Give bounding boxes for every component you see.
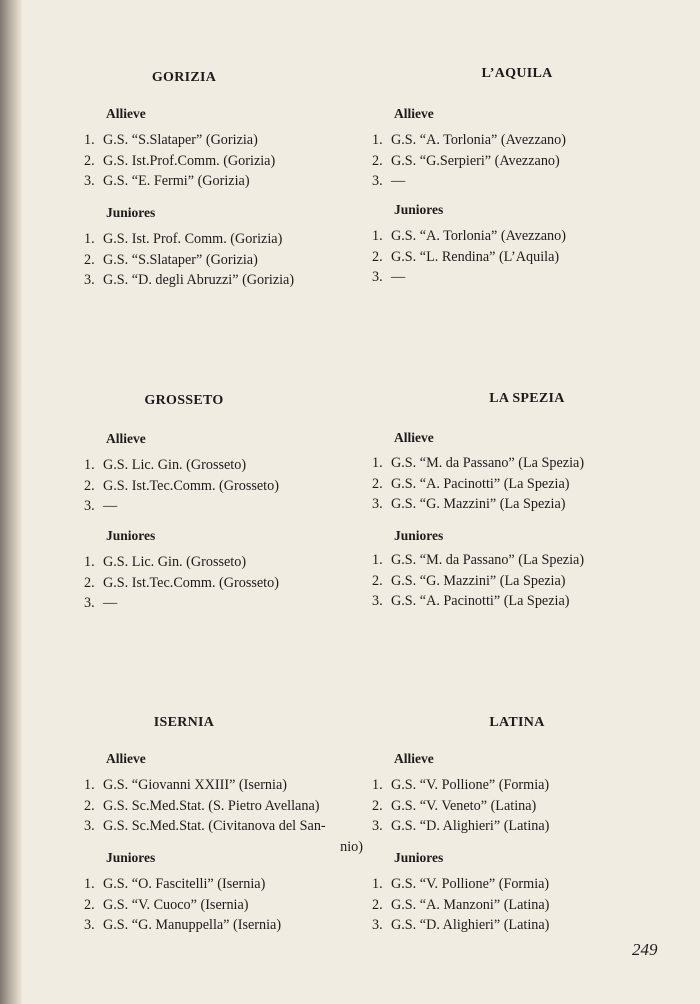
- list-item: 1. G.S. Lic. Gin. (Grosseto): [84, 554, 247, 570]
- list-item: 1. G.S. “A. Torlonia” (Avezzano): [372, 228, 566, 244]
- list-item: 2. G.S. “L. Rendina” (L’Aquila): [372, 248, 560, 265]
- list-item: 2. G.S. “A. Manzoni” (Latina): [372, 896, 550, 913]
- list-item: 2. G.S. Ist.Prof.Comm. (Gorizia): [84, 152, 276, 169]
- list-item: 3. G.S. “D. Alighieri” (Latina): [372, 818, 550, 834]
- section-title: L’AQUILA: [481, 66, 553, 81]
- juniores-label: Juniores: [106, 528, 156, 543]
- list-item: 1. G.S. “A. Torlonia” (Avezzano): [372, 132, 566, 148]
- page-number: 249: [632, 940, 658, 959]
- allieve-label: Allieve: [106, 431, 146, 446]
- section-title: LATINA: [489, 715, 545, 730]
- list-item: 2. G.S. Sc.Med.Stat. (S. Pietro Avellana): [84, 797, 320, 814]
- list-item: 3. G.S. “G. Mazzini” (La Spezia): [372, 496, 566, 512]
- list-item: 2. G.S. “V. Veneto” (Latina): [372, 797, 537, 814]
- juniores-list: [372, 226, 566, 288]
- list-item: 3. G.S. “D. degli Abruzzi” (Gorizia): [84, 272, 295, 288]
- allieve-label: Allieve: [394, 106, 434, 121]
- list-item: 2. G.S. “A. Pacinotti” (La Spezia): [372, 475, 570, 492]
- allieve-label: Allieve: [394, 751, 434, 766]
- list-item: 1. G.S. “M. da Passano” (La Spezia): [372, 552, 585, 568]
- list-item: 2. G.S. “S.Slataper” (Gorizia): [84, 251, 258, 268]
- list-item: 3. G.S. Sc.Med.Stat. (Civitanova del San- nio): [84, 816, 365, 857]
- list-item: 1. G.S. “Giovanni XXIII” (Isernia): [84, 777, 287, 793]
- list-item: 1. G.S. Lic. Gin. (Grosseto): [84, 457, 247, 473]
- list-item: 3. —: [372, 173, 406, 189]
- list-item: 2. G.S. “G.Serpieri” (Avezzano): [372, 152, 560, 169]
- list-item: 3. G.S. “G. Manuppella” (Isernia): [84, 917, 282, 933]
- list-item-continuation: nio): [340, 838, 363, 855]
- allieve-list: [372, 130, 566, 192]
- list-item: 1. G.S. “O. Fascitelli” (Isernia): [84, 876, 266, 892]
- juniores-list: [372, 550, 584, 612]
- list-item: 2. G.S. Ist.Tec.Comm. (Grosseto): [84, 574, 279, 591]
- list-item: 3. G.S. “E. Fermi” (Gorizia): [84, 173, 250, 189]
- juniores-list: [84, 552, 279, 614]
- list-item: 3. —: [84, 595, 118, 611]
- list-item: 1. G.S. “S.Slataper” (Gorizia): [84, 132, 258, 148]
- juniores-list: [372, 874, 549, 936]
- allieve-list: [84, 455, 279, 517]
- allieve-list: [372, 453, 584, 515]
- section-title: LA SPEZIA: [489, 391, 565, 406]
- book-gutter-shadow: [0, 0, 22, 1004]
- allieve-label: Allieve: [394, 430, 434, 445]
- juniores-label: Juniores: [394, 850, 444, 865]
- allieve-list: [84, 775, 365, 857]
- list-item: 3. G.S. “D. Alighieri” (Latina): [372, 917, 550, 933]
- list-item: 1. G.S. Ist. Prof. Comm. (Gorizia): [84, 231, 283, 247]
- juniores-label: Juniores: [106, 205, 156, 220]
- allieve-label: Allieve: [106, 106, 146, 121]
- juniores-list: [84, 874, 281, 936]
- allieve-list: [372, 775, 549, 837]
- list-item: 2. G.S. “G. Mazzini” (La Spezia): [372, 572, 566, 589]
- book-page: [22, 0, 700, 1004]
- list-item: 3. —: [84, 498, 118, 514]
- juniores-label: Juniores: [394, 202, 444, 217]
- section-title: ISERNIA: [153, 715, 215, 730]
- list-item: 1. G.S. “V. Pollione” (Formia): [372, 876, 550, 892]
- list-item: 3. G.S. “A. Pacinotti” (La Spezia): [372, 593, 570, 609]
- section-title: GORIZIA: [151, 70, 217, 85]
- allieve-list: [84, 130, 275, 192]
- allieve-label: Allieve: [106, 751, 146, 766]
- list-item: 1. G.S. “V. Pollione” (Formia): [372, 777, 550, 793]
- list-item: 1. G.S. “M. da Passano” (La Spezia): [372, 455, 585, 471]
- section-title: GROSSETO: [144, 393, 224, 408]
- list-item: 3. —: [372, 269, 406, 285]
- list-item: 2. G.S. “V. Cuoco” (Isernia): [84, 896, 249, 913]
- juniores-label: Juniores: [394, 528, 444, 543]
- list-item: 2. G.S. Ist.Tec.Comm. (Grosseto): [84, 477, 279, 494]
- juniores-label: Juniores: [106, 850, 156, 865]
- juniores-list: [84, 229, 294, 291]
